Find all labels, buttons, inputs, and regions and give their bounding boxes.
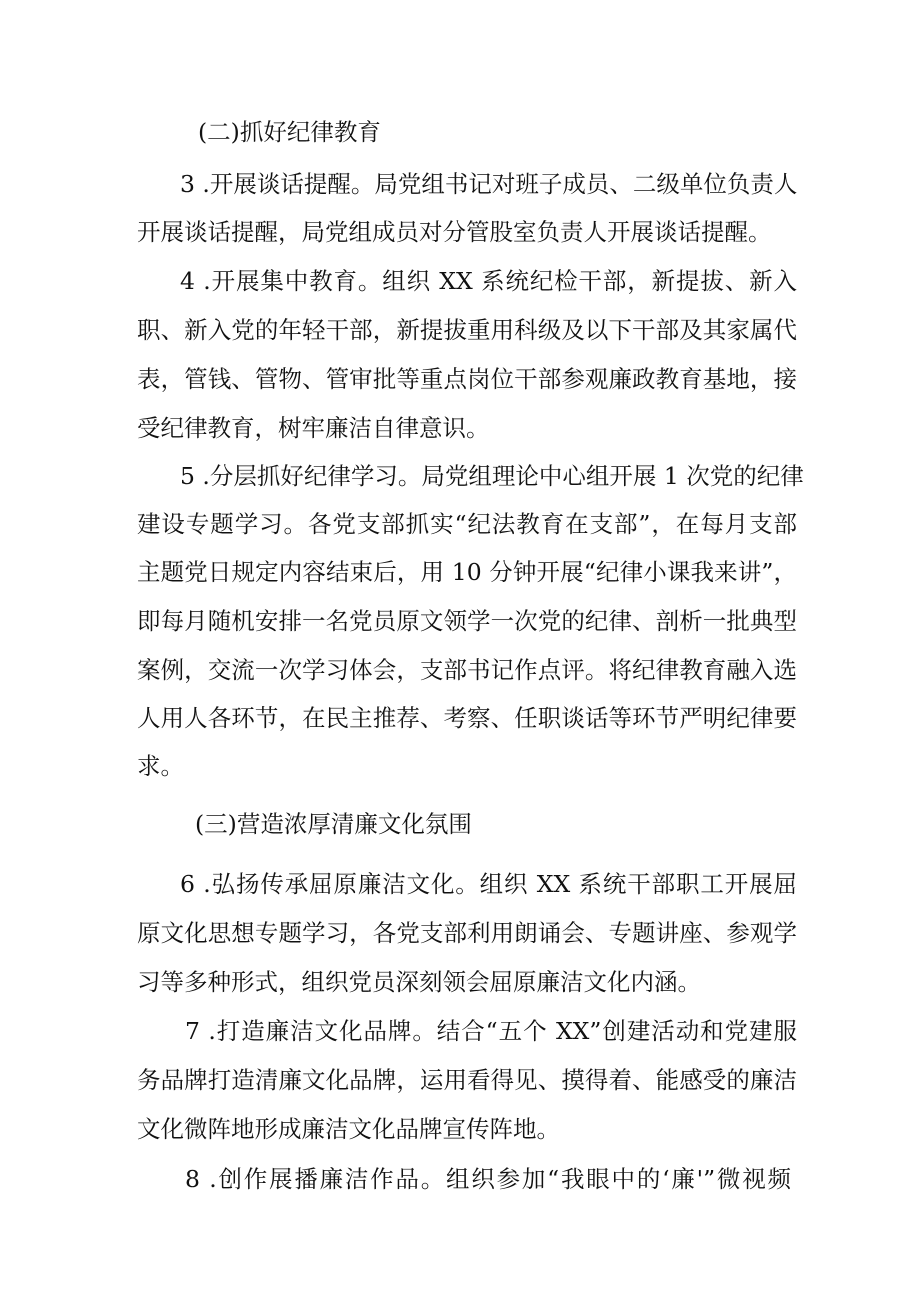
para-4-line-1: 4 .开展集中教育。组织 XX 系统纪检干部，新提拔、新入 [180,267,797,295]
para-5-line-3: 主题党日规定内容结束后，用 10 分钟开展“纪律小课我来讲”， [137,558,797,586]
para-6-line-2: 原文化思想专题学习，各党支部利用朗诵会、专题讲座、参观学 [137,919,797,947]
para-7-line-2: 务品牌打造清廉文化品牌，运用看得见、摸得着、能感受的廉洁 [137,1066,797,1094]
section-heading-2: (二)抓好纪律教育 [198,118,381,146]
para-7-line-3: 文化微阵地形成廉洁文化品牌宣传阵地。 [137,1115,560,1143]
para-5-line-5: 案例，交流一次学习体会，支部书记作点评。将纪律教育融入选 [137,656,797,684]
para-6-line-1: 6 .弘扬传承屈原廉洁文化。组织 XX 系统干部职工开展屈 [180,870,797,898]
section-heading-3: (三)营造浓厚清廉文化氛围 [195,810,472,838]
para-5-line-1: 5 .分层抓好纪律学习。局党组理论中心组开展 1 次党的纪律 [180,462,804,490]
para-5-line-7: 求。 [137,752,184,780]
para-8-line-1: 8 .创作展播廉洁作品。组织参加“我眼中的‘廉'”微视频 [185,1165,791,1193]
para-5-line-2: 建设专题学习。各党支部抓实“纪法教育在支部”，在每月支部 [137,510,797,538]
para-3-line-1: 3 .开展谈话提醒。局党组书记对班子成员、二级单位负责人 [180,170,798,198]
para-4-line-4: 受纪律教育，树牢廉洁自律意识。 [137,414,490,442]
para-5-line-4: 即每月随机安排一名党员原文领学一次党的纪律、剖析一批典型 [137,607,797,635]
para-7-line-1: 7 .打造廉洁文化品牌。结合“五个 XX”创建活动和党建服 [185,1017,797,1045]
para-6-line-3: 习等多种形式，组织党员深刻领会屈原廉洁文化内涵。 [137,968,701,996]
para-5-line-6: 人用人各环节，在民主推荐、考察、任职谈话等环节严明纪律要 [137,704,797,732]
para-4-line-3: 表，管钱、管物、管审批等重点岗位干部参观廉政教育基地，接 [137,365,797,393]
para-3-line-2: 开展谈话提醒，局党组成员对分管股室负责人开展谈话提醒。 [137,218,772,246]
para-4-line-2: 职、新入党的年轻干部，新提拔重用科级及以下干部及其家属代 [137,316,797,344]
